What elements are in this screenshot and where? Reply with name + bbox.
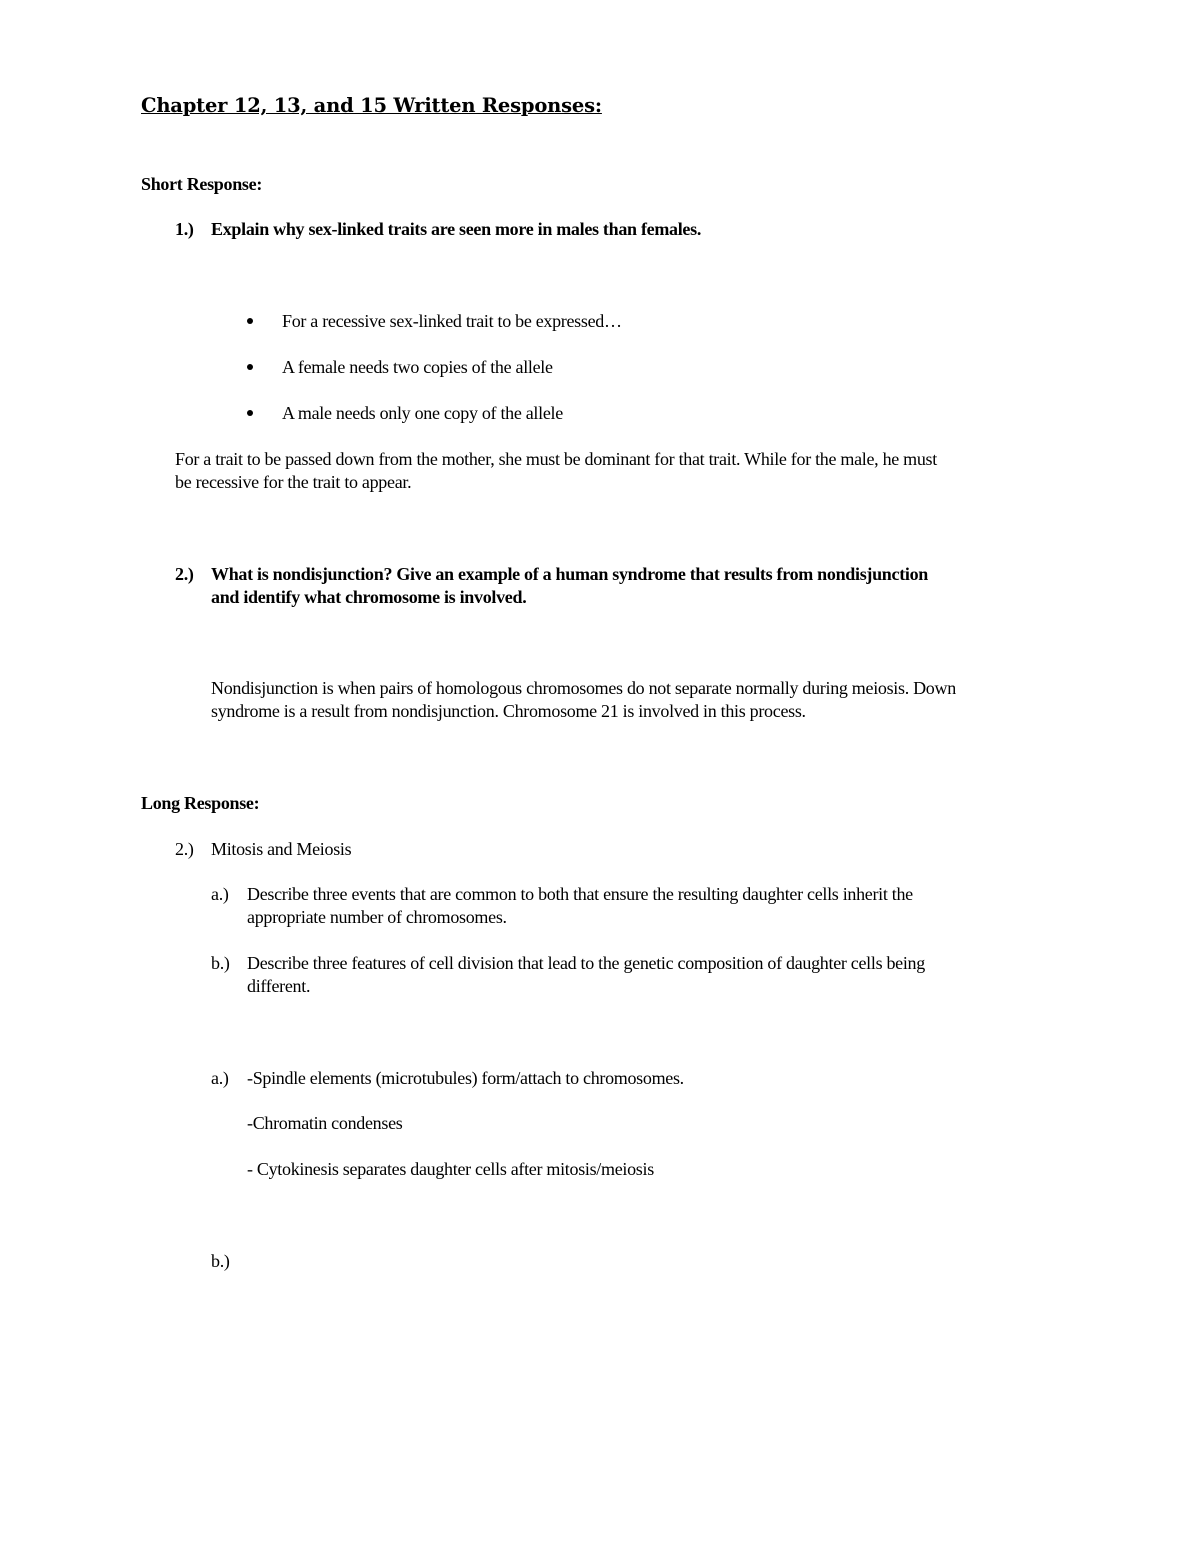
q1-question: Explain why sex-linked traits are seen more in males than females. xyxy=(211,219,702,239)
bullet-icon xyxy=(247,410,253,416)
lr-answer-a-item-1: -Spindle elements (microtubules) form/attach to chromosomes. xyxy=(247,1068,684,1088)
lr-q2-topic: Mitosis and Meiosis xyxy=(211,839,352,859)
lr-part-b-line-2: different. xyxy=(247,976,311,996)
lr-part-a-line-2: appropriate number of chromosomes. xyxy=(247,907,507,927)
q2-question-line-1: What is nondisjunction? Give an example of a human syndrome that results from nondisjunction xyxy=(211,564,929,584)
lr-answer-b-label: b.) xyxy=(211,1251,230,1271)
lr-q2-number: 2.) xyxy=(175,839,194,859)
q1-number: 1.) xyxy=(175,219,194,239)
bullet-icon xyxy=(247,364,253,370)
q1-bullet-3: A male needs only one copy of the allele xyxy=(282,403,563,423)
q1-bullet-1: For a recessive sex-linked trait to be expressed… xyxy=(282,311,622,331)
lr-answer-a-item-2: -Chromatin condenses xyxy=(247,1113,403,1133)
lr-answer-a-item-3: - Cytokinesis separates daughter cells after mitosis/meiosis xyxy=(247,1159,654,1179)
bullet-icon xyxy=(247,318,253,324)
lr-answer-a-label: a.) xyxy=(211,1068,229,1088)
q1-answer-line-1: For a trait to be passed down from the mother, she must be dominant for that trait. While for the male, he must xyxy=(175,449,937,469)
lr-part-b-line-1: Describe three features of cell division that lead to the genetic composition of daughter cells being xyxy=(247,953,925,973)
q2-number: 2.) xyxy=(175,564,194,584)
lr-part-a-label: a.) xyxy=(211,884,229,904)
q2-answer-line-1: Nondisjunction is when pairs of homologous chromosomes do not separate normally during meiosis. Down xyxy=(211,678,956,698)
q2-question-line-2: and identify what chromosome is involved. xyxy=(211,587,527,607)
q2-answer-line-2: syndrome is a result from nondisjunction. Chromosome 21 is involved in this process. xyxy=(211,701,806,721)
short-response-heading: Short Response: xyxy=(141,174,263,194)
q1-answer-line-2: be recessive for the trait to appear. xyxy=(175,472,412,492)
lr-part-a-line-1: Describe three events that are common to both that ensure the resulting daughter cells inherit the xyxy=(247,884,913,904)
lr-part-b-label: b.) xyxy=(211,953,230,973)
long-response-heading: Long Response: xyxy=(141,793,260,813)
q1-bullet-2: A female needs two copies of the allele xyxy=(282,357,553,377)
document-title: Chapter 12, 13, and 15 Written Responses: xyxy=(141,94,602,117)
